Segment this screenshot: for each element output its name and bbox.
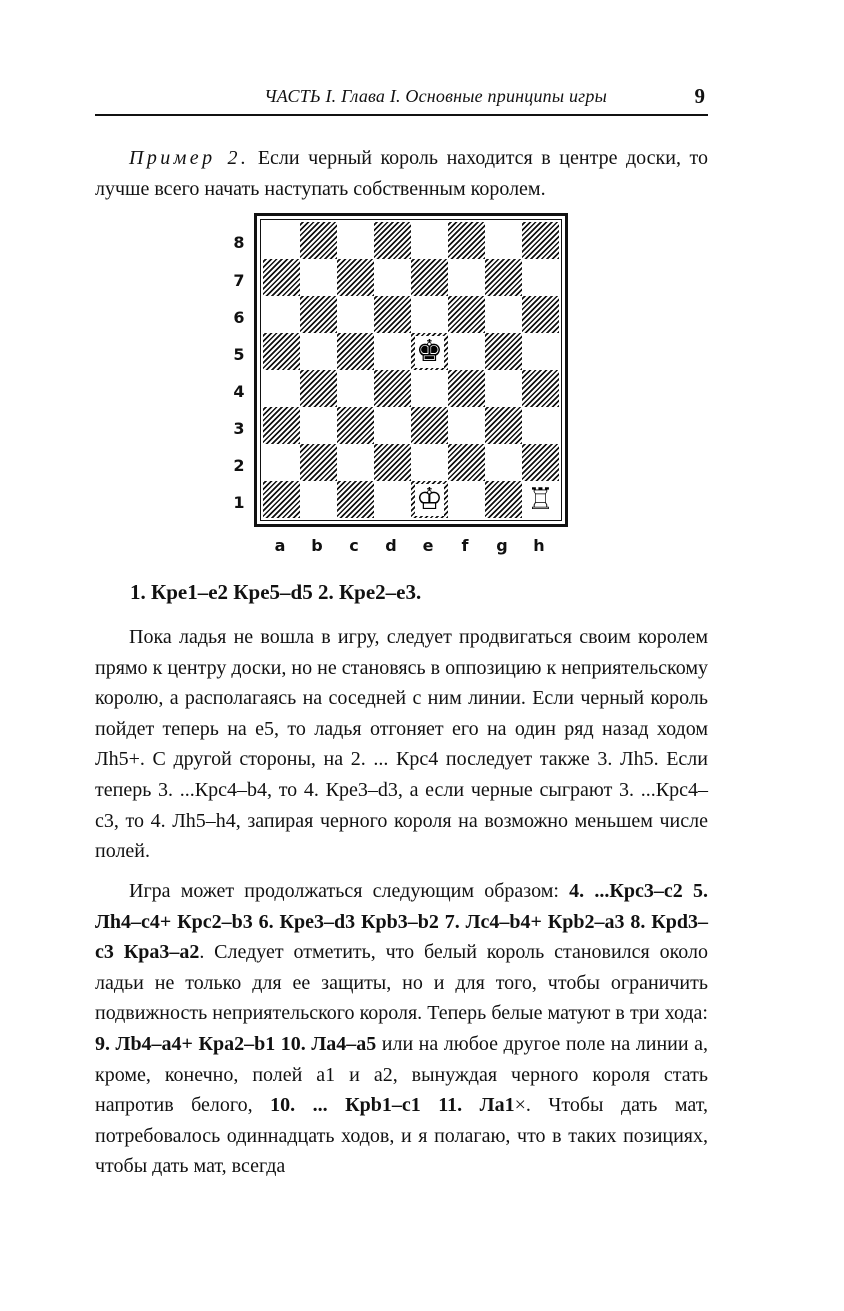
square-c3 <box>337 407 374 444</box>
square-e5 <box>411 333 448 370</box>
square-b1 <box>300 481 337 518</box>
file-label: c <box>349 536 359 555</box>
square-g7 <box>485 259 522 296</box>
p3-text-4: . Чтобы дать мат, потребовалось одиннадцать ходов, и я полагаю, что в таких позициях, чтобы дать мат, всегда <box>95 1094 708 1178</box>
square-g6 <box>485 296 522 333</box>
square-f1 <box>448 481 485 518</box>
example-paragraph <box>95 143 708 204</box>
square-h6 <box>522 296 559 333</box>
p3-text-3: или на любое другое поле на линии a, кроме, конечно, полей a1 и a2, вынуждая черного короля стать напротив белого, <box>95 1032 708 1117</box>
square-e8 <box>411 222 448 259</box>
square-e7 <box>411 259 448 296</box>
file-label: f <box>461 536 469 555</box>
square-a6 <box>263 296 300 333</box>
file-label: d <box>385 536 397 555</box>
square-d6 <box>374 296 411 333</box>
p3-text-1: Игра может продолжаться следующим образом: <box>129 880 570 902</box>
rank-label: 6 <box>233 308 245 327</box>
rank-label: 5 <box>233 345 245 364</box>
square-h7 <box>522 259 559 296</box>
square-e3 <box>411 407 448 444</box>
square-g8 <box>485 222 522 259</box>
square-f4 <box>448 370 485 407</box>
rank-label: 1 <box>233 493 245 512</box>
square-h4 <box>522 370 559 407</box>
mate-symbol: × <box>514 1094 526 1117</box>
square-d2 <box>374 444 411 481</box>
file-label: b <box>311 536 323 555</box>
main-moves: 1. Крe1–e2 Крe5–d5 2. Крe2–e3. <box>130 580 422 604</box>
square-e4 <box>411 370 448 407</box>
square-b3 <box>300 407 337 444</box>
square-b6 <box>300 296 337 333</box>
square-g4 <box>485 370 522 407</box>
square-c7 <box>337 259 374 296</box>
p3-moves-2: 9. Лb4–a4+ Крa2–b1 10. Лa4–a5 <box>95 1032 377 1055</box>
square-g3 <box>485 407 522 444</box>
square-d7 <box>374 259 411 296</box>
file-label: g <box>496 536 508 555</box>
square-d3 <box>374 407 411 444</box>
square-a2 <box>263 444 300 481</box>
white-rook-icon <box>522 481 559 518</box>
square-c1 <box>337 481 374 518</box>
square-f6 <box>448 296 485 333</box>
square-h5 <box>522 333 559 370</box>
square-c4 <box>337 370 374 407</box>
square-c8 <box>337 222 374 259</box>
page-number: 9 <box>694 84 705 108</box>
piece-glyph: ♖ <box>527 481 554 517</box>
header-title: ЧАСТЬ I. Глава I. Основные принципы игры <box>264 86 607 106</box>
square-d1 <box>374 481 411 518</box>
square-c6 <box>337 296 374 333</box>
rank-label: 4 <box>233 382 245 401</box>
square-a5 <box>263 333 300 370</box>
rank-label: 7 <box>233 271 245 290</box>
chess-board <box>254 213 568 527</box>
p3-moves-1: 4. ...Крc3–c2 5. Лh4–c4+ Крc2–b3 6. Крe3–d3 Крb3–b2 7. Лc4–b4+ Крb2–a3 8. Крd3–c3 Крa3–a2 <box>95 880 708 964</box>
header-rule <box>95 114 708 116</box>
square-f3 <box>448 407 485 444</box>
square-g2 <box>485 444 522 481</box>
square-a7 <box>263 259 300 296</box>
square-h3 <box>522 407 559 444</box>
square-d8 <box>374 222 411 259</box>
board-inner-border <box>260 219 562 521</box>
paragraph-2: Пока ладья не вошла в игру, следует продвигаться своим королем прямо к центру доски, но не становясь в оппозицию к неприятельскому королю, а располагаясь на соседней с ним линии. Если черный король пойдет теперь на e5, то ладья отгоняет его на один ряд назад ходом Лh5+. С другой стороны, на 2. ... Крc4 последует также 3. Лh5. Если теперь 3. ...Крc4–b4, то 4. Крe3–d3, а если черные сыграют 3. ...Крc4–c3, то 4. Лh5–h4, запирая черного короля на возможно меньшем числе полей. <box>95 626 708 863</box>
p3-moves-3: 10. ... Крb1–c1 11. Лa1 <box>270 1094 515 1117</box>
piece-glyph: ♔ <box>416 481 443 517</box>
square-c2 <box>337 444 374 481</box>
example-label: Пример 2. <box>129 147 250 169</box>
square-h1 <box>522 481 559 518</box>
square-h8 <box>522 222 559 259</box>
file-label: e <box>422 536 434 555</box>
square-b7 <box>300 259 337 296</box>
square-a8 <box>263 222 300 259</box>
square-a4 <box>263 370 300 407</box>
square-d4 <box>374 370 411 407</box>
square-f8 <box>448 222 485 259</box>
square-f5 <box>448 333 485 370</box>
paragraph-3 <box>95 876 708 1182</box>
square-f7 <box>448 259 485 296</box>
square-b8 <box>300 222 337 259</box>
square-a3 <box>263 407 300 444</box>
square-b2 <box>300 444 337 481</box>
piece-glyph: ♚ <box>416 333 443 369</box>
board-grid <box>263 222 559 518</box>
square-e1 <box>411 481 448 518</box>
black-king-icon <box>411 333 448 370</box>
rank-label: 3 <box>233 419 245 438</box>
rank-label: 2 <box>233 456 245 475</box>
running-header <box>95 84 707 116</box>
square-g1 <box>485 481 522 518</box>
square-c5 <box>337 333 374 370</box>
square-g5 <box>485 333 522 370</box>
square-h2 <box>522 444 559 481</box>
file-label: a <box>274 536 286 555</box>
white-king-icon <box>411 481 448 518</box>
file-label: h <box>533 536 545 555</box>
square-e2 <box>411 444 448 481</box>
square-b5 <box>300 333 337 370</box>
square-b4 <box>300 370 337 407</box>
square-d5 <box>374 333 411 370</box>
rank-label: 8 <box>233 233 245 252</box>
example-text: Если черный король находится в центре доски, то лучше всего начать наступать собственным королем. <box>95 147 709 200</box>
square-f2 <box>448 444 485 481</box>
p3-text-2: . Следует отметить, что белый король становился около ладьи не только для ее защиты, но и для того, чтобы ограничить подвижность неприятельского короля. Теперь белые матуют в три хода: <box>95 941 708 1025</box>
square-a1 <box>263 481 300 518</box>
square-e6 <box>411 296 448 333</box>
